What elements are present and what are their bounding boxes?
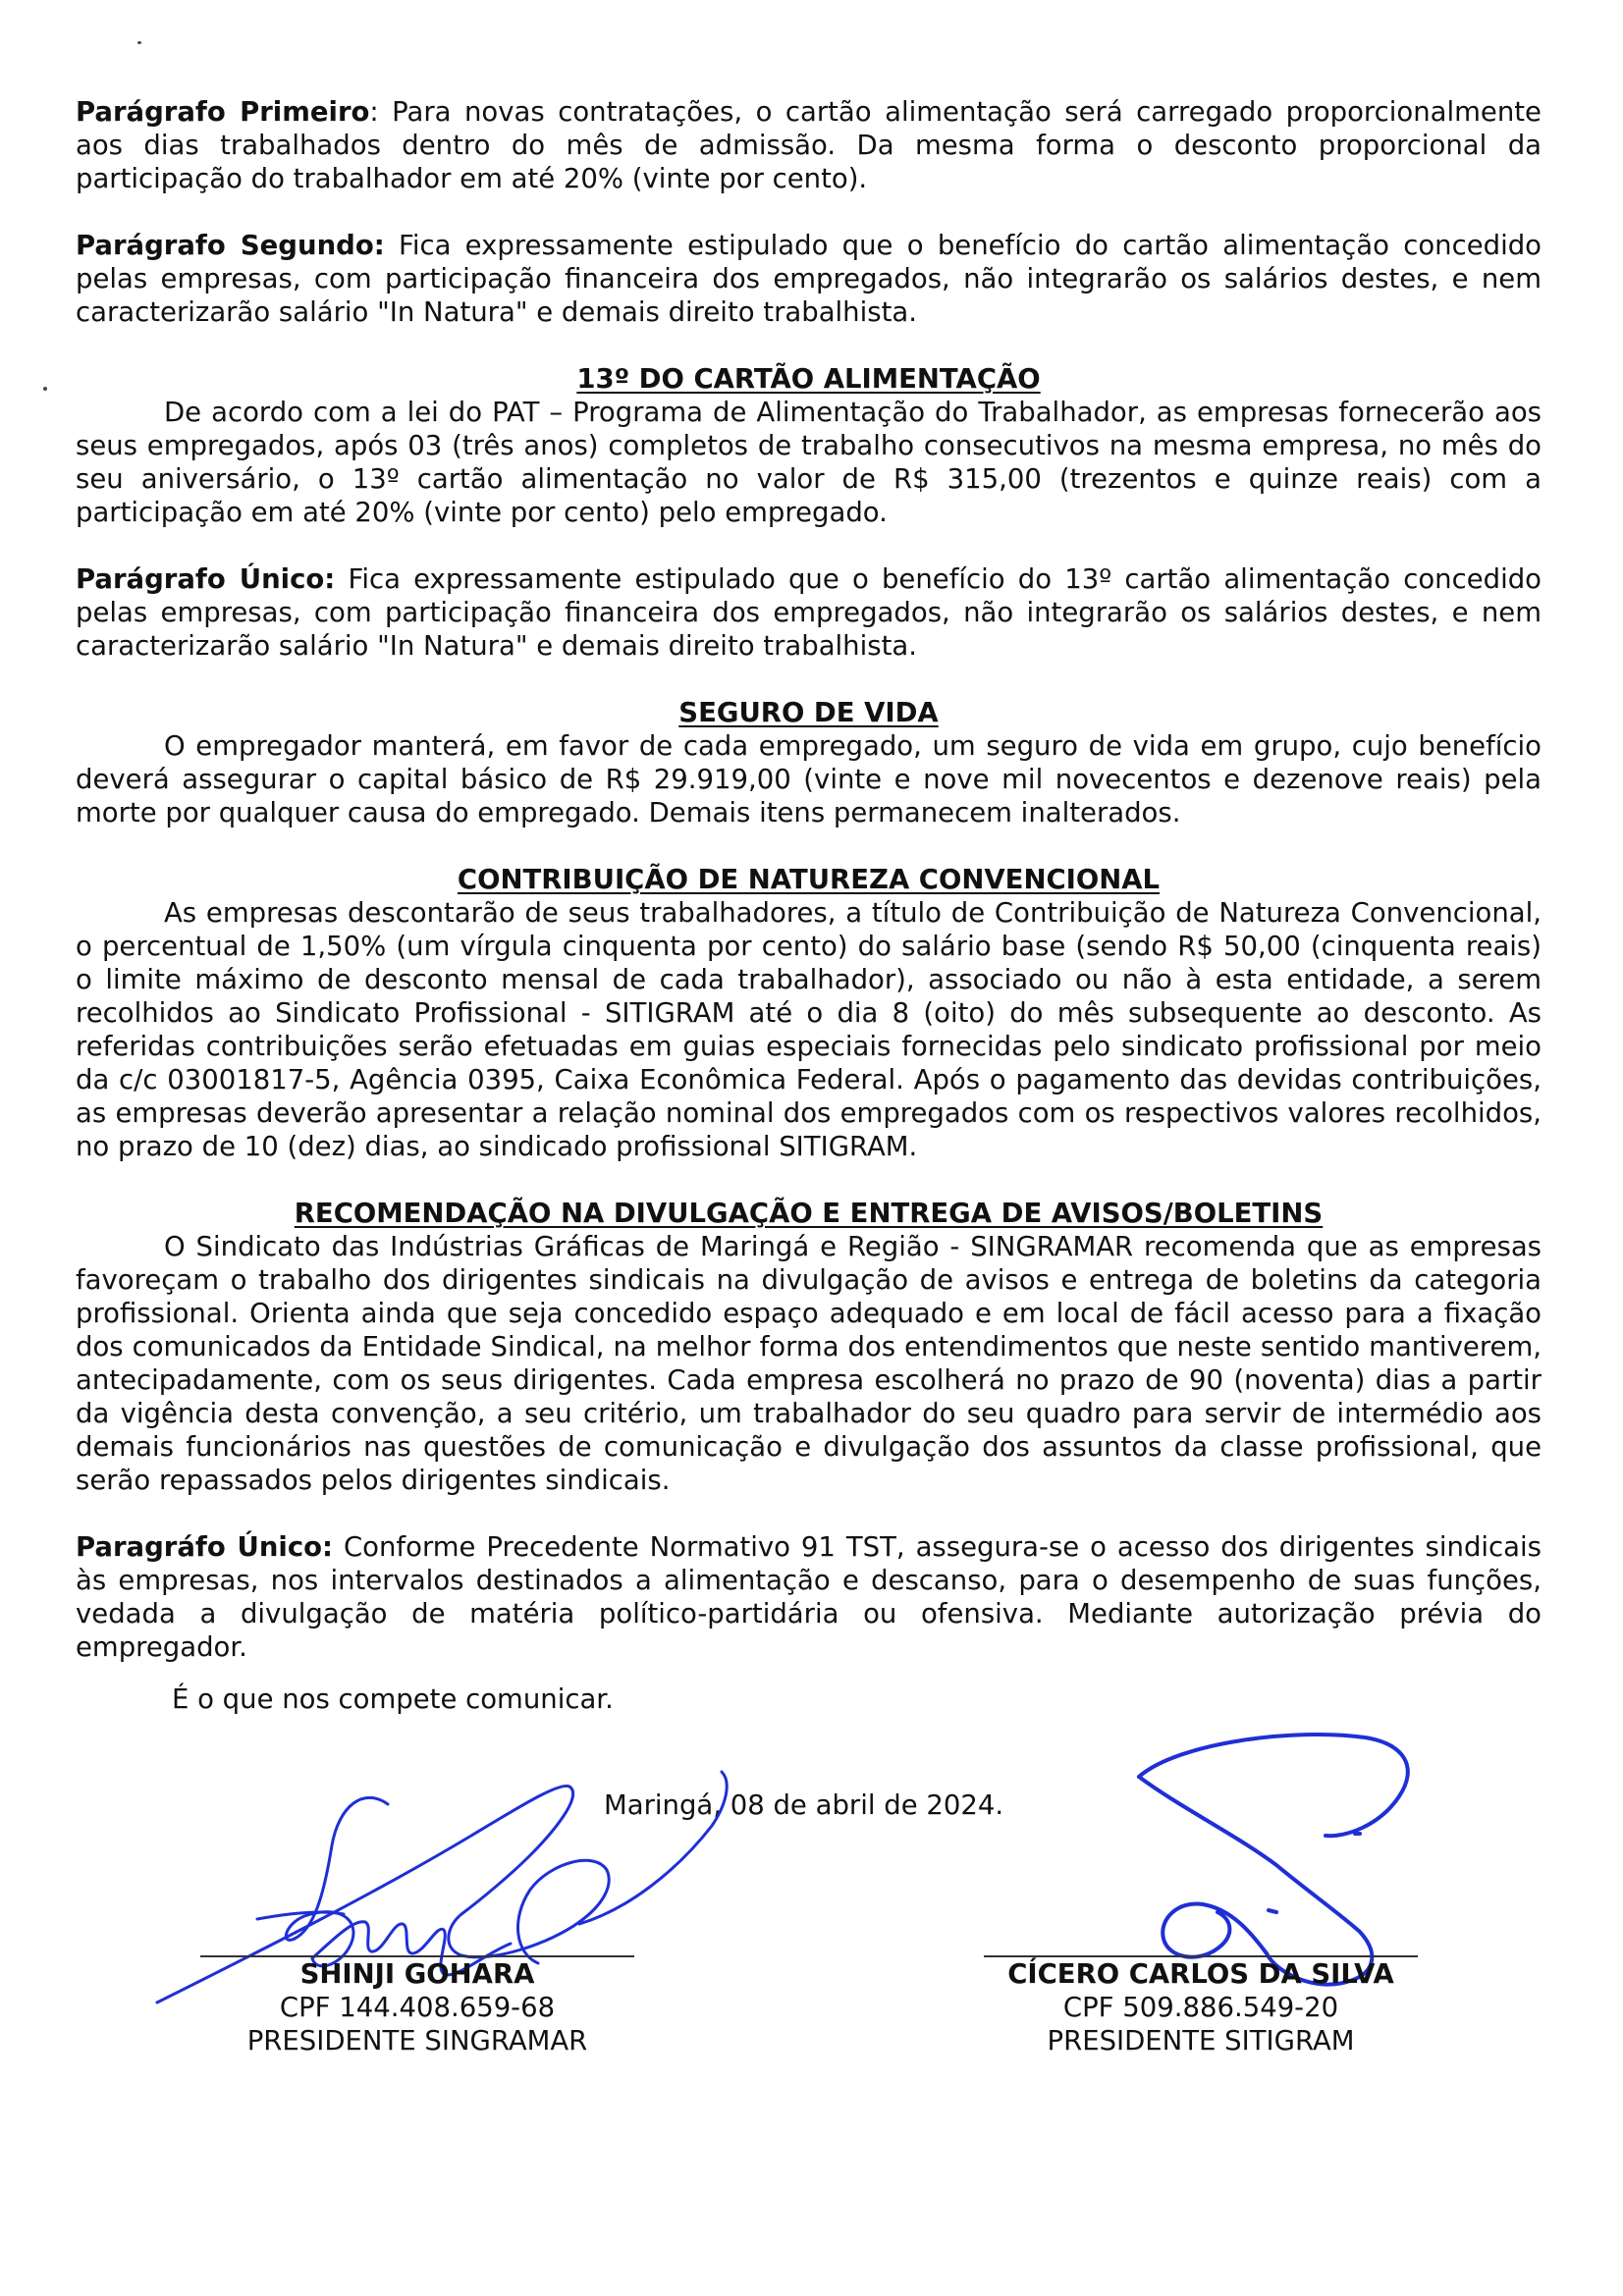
document-body xyxy=(76,95,1542,1664)
paragraph-label: Parágrafo Primeiro xyxy=(76,96,370,128)
section-heading-13-cartao: 13º DO CARTÃO ALIMENTAÇÃO xyxy=(576,363,1041,395)
signatory-name: SHINJI GOHARA xyxy=(299,1958,535,1990)
signatory-cpf: CPF 144.408.659-68 xyxy=(279,1992,556,2023)
paragraph-text: : Para novas contratações, o cartão alimentação será carregado proporcionalmente aos dias trabalhados dentro do mês de admissão. Da mesma forma o desconto proporcional da participação do trabalhador em até 20% (vinte por cento). xyxy=(76,96,1542,194)
paragraph-segundo xyxy=(76,229,1542,329)
paragraph-unico-13 xyxy=(76,562,1542,663)
paragraph-primeiro xyxy=(76,95,1542,195)
signatory-cpf: CPF 509.886.549-20 xyxy=(1062,1992,1339,2023)
section-heading-recomendacao: RECOMENDAÇÃO NA DIVULGAÇÃO E ENTREGA DE AVISOS/BOLETINS xyxy=(294,1198,1324,1229)
closing-statement: É o que nos compete comunicar. xyxy=(172,1683,614,1715)
section-seguro-text: O empregador manterá, em favor de cada empregado, um seguro de vida em grupo, cujo benefício deverá assegurar o capital básico de R$ 29.919,00 (vinte e nove mil novecentos e dezenove reais) pela morte por qualquer causa do empregado. Demais itens permanecem inalterados. xyxy=(76,730,1542,828)
paragraph-text: Conforme Precedente Normativo 91 TST, assegura-se o acesso dos dirigentes sindicais às empresas, nos intervalos destinados a alimentação e descanso, para o desempenho de suas funções, vedada a divulgação de matéria político-partidária ou ofensiva. Mediante autorização prévia do empregador. xyxy=(76,1531,1542,1663)
section-contribuicao-text: As empresas descontarão de seus trabalhadores, a título de Contribuição de Natureza Convencional, o percentual de 1,50% (um vírgula cinquenta por cento) do salário base (sendo R$ 50,00 (cinquenta reais) o limite máximo de desconto mensal de cada trabalhador), associado ou não à esta entidade, a serem recolhidos ao Sindicato Profissional - SITIGRAM até o dia 8 (oito) do mês subsequente ao desconto. As referidas contribuições serão efetuadas em guias especiais fornecidas pelo sindicato profissional por meio da c/c 03001817-5, Agência 0395, Caixa Econômica Federal. Após o pagamento das devidas contribuições, as empresas deverão apresentar a relação nominal dos empregados com os respectivos valores recolhidos, no prazo de 10 (dez) dias, ao sindicado profissional SITIGRAM. xyxy=(76,897,1542,1162)
section-13-cartao-text: De acordo com a lei do PAT – Programa de Alimentação do Trabalhador, as empresas fornecerão aos seus empregados, após 03 (três anos) completos de trabalho consecutivos na mesma empresa, no mês do seu aniversário, o 13º cartão alimentação no valor de R$ 315,00 (trezentos e quinze reais) com a participação em até 20% (vinte por cento) pelo empregado. xyxy=(76,397,1542,528)
signature-block-right xyxy=(984,1957,1418,2057)
scan-speck xyxy=(43,387,47,391)
paragraph-label: Parágrafo Segundo: xyxy=(76,230,385,261)
paragraph-text: Fica expressamente estipulado que o benefício do cartão alimentação concedido pelas empresas, com participação financeira dos empregados, não integrarão os salários destes, e nem caracterizarão salário "In Natura" e demais direito trabalhista. xyxy=(76,230,1542,328)
signatory-role: PRESIDENTE SINGRAMAR xyxy=(246,2025,588,2056)
section-heading-seguro: SEGURO DE VIDA xyxy=(678,697,939,728)
paragraph-text: Fica expressamente estipulado que o benefício do 13º cartão alimentação concedido pelas empresas, com participação financeira dos empregados, não integrarão os salários destes, e nem caracterizarão salário "In Natura" e demais direito trabalhista. xyxy=(76,563,1542,662)
paragraph-unico-recomendacao xyxy=(76,1530,1542,1664)
paragraph-label: Paragráfo Único: xyxy=(76,1531,334,1563)
scan-speck xyxy=(137,41,141,44)
signatory-name: CÍCERO CARLOS DA SILVA xyxy=(1007,1958,1394,1990)
section-heading-contribuicao: CONTRIBUIÇÃO DE NATUREZA CONVENCIONAL xyxy=(457,864,1161,895)
paragraph-label: Parágrafo Único: xyxy=(76,563,336,595)
signatory-role: PRESIDENTE SITIGRAM xyxy=(1047,2025,1355,2056)
signature-block-left xyxy=(200,1957,634,2057)
city-date: Maringá, 08 de abril de 2024. xyxy=(604,1789,1004,1821)
section-recomendacao-text: O Sindicato das Indústrias Gráficas de Maringá e Região - SINGRAMAR recomenda que as empresas favoreçam o trabalho dos dirigentes sindicais na divulgação de avisos e entrega de boletins da categoria profissional. Orienta ainda que seja concedido espaço adequado e em local de fácil acesso para a fixação dos comunicados da Entidade Sindical, na melhor forma dos entendimentos que neste sentido mantiverem, antecipadamente, com os seus dirigentes. Cada empresa escolherá no prazo de 90 (noventa) dias a partir da vigência desta convenção, a seu critério, um trabalhador do seu quadro para servir de intermédio aos demais funcionários nas questões de comunicação e divulgação dos assuntos da classe profissional, que serão repassados pelos dirigentes sindicais. xyxy=(76,1231,1542,1496)
